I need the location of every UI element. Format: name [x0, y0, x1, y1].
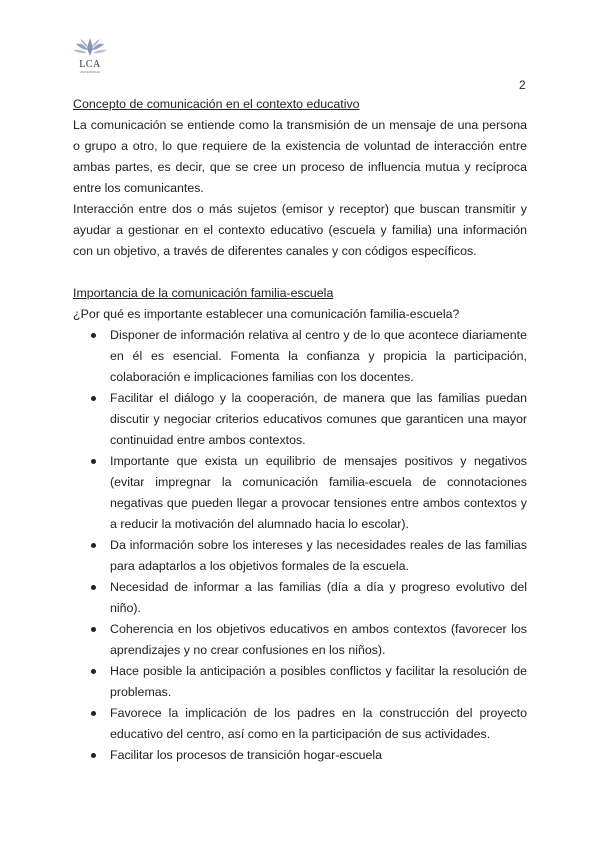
- list-item: Favorece la implicación de los padres en la construcción del proyecto educativo del centro, así como en la participación de sus actividades.: [73, 703, 527, 745]
- section-question: ¿Por qué es importante establecer una comunicación familia-escuela?: [73, 307, 460, 321]
- crest-icon: [70, 36, 110, 58]
- section-heading-importancia: Importancia de la comunicación familia-escuela: [73, 286, 334, 300]
- paragraph-definition: La comunicación se entiende como la transmisión de un mensaje de una persona o grupo a otro, lo que requiere de la existencia de voluntad de interacción entre ambas partes, es decir, que se cree un proceso de influencia mutua y recíproca entre los comunicantes.: [73, 118, 527, 195]
- list-item: Da información sobre los intereses y las necesidades reales de las familias para adaptarlos a los objetivos formales de la escuela.: [73, 535, 527, 577]
- list-item: Importante que exista un equilibrio de mensajes positivos y negativos (evitar impregnar la comunicación familia-escuela de connotaciones negativas que pueden llegar a provocar tensiones entre ambos contextos y a reducir la motivación del alumnado hacia lo escolar).: [73, 451, 527, 535]
- list-item: Hace posible la anticipación a posibles conflictos y facilitar la resolución de problemas.: [73, 661, 527, 703]
- logo-wordmark: LCA: [79, 59, 101, 70]
- page-number: 2: [519, 78, 526, 92]
- list-item: Necesidad de informar a las familias (día a día y progreso evolutivo del niño).: [73, 577, 527, 619]
- list-item: Facilitar el diálogo y la cooperación, de manera que las familias puedan discutir y negociar criterios educativos comunes que garanticen una mayor continuidad entre ambos contextos.: [73, 388, 527, 451]
- list-item: Coherencia en los objetivos educativos en ambos contextos (favorecer los aprendizajes y no crear confusiones en los niños).: [73, 619, 527, 661]
- spacer: [73, 262, 527, 283]
- list-item: Disponer de información relativa al centro y de lo que acontece diariamente en él es esencial. Fomenta la confianza y propicia la participación, colaboración e implicaciones familias con los docentes.: [73, 325, 527, 388]
- logo-subtext: UNIVERSIDAD: [79, 70, 101, 74]
- university-logo: [70, 36, 110, 80]
- document-body: [73, 94, 527, 766]
- section-heading-concepto: Concepto de comunicación en el contexto educativo: [73, 97, 360, 111]
- bullet-list: [73, 325, 527, 766]
- paragraph-interaction: Interacción entre dos o más sujetos (emisor y receptor) que buscan transmitir y ayudar a gestionar en el contexto educativo (escuela y familia) una información con un objetivo, a través de diferentes canales y con códigos específicos.: [73, 202, 527, 258]
- list-item: Facilitar los procesos de transición hogar-escuela: [73, 745, 527, 766]
